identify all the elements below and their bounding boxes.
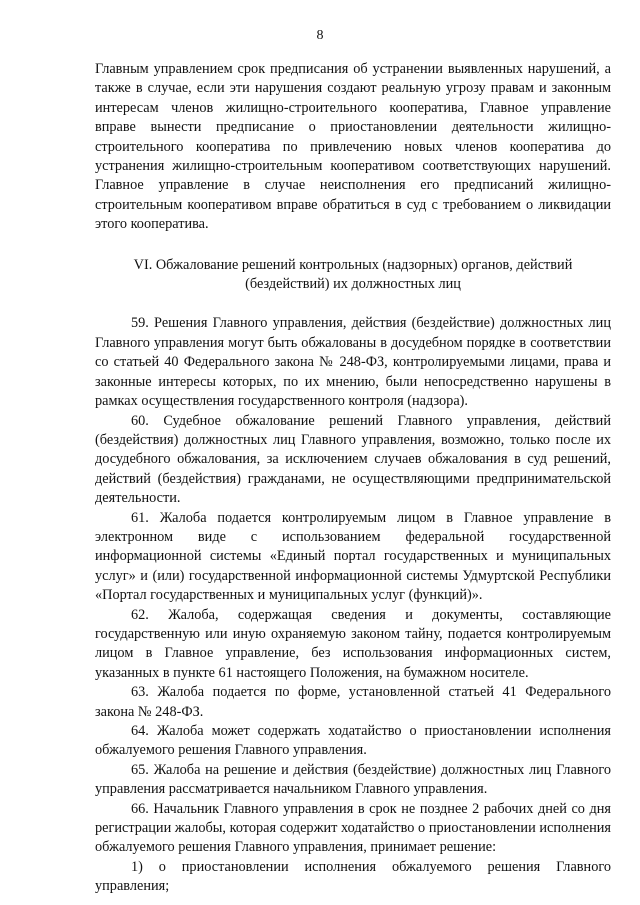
paragraph-60: 60. Судебное обжалование решений Главного управления, действий (бездействия) должностных лиц Главного управления, возможно, только после их досудебного обжалования, за исключением случаев обжалования в суд решений, действий (бездействия) гражданами, не осуществляющими предпринимательской деятельности. — [95, 412, 611, 507]
paragraph-65: 65. Жалоба на решение и действия (бездействие) должностных лиц Главного управления рассматривается начальником Главного управления. — [95, 761, 611, 798]
paragraph-62: 62. Жалоба, содержащая сведения и документы, составляющие государственную или иную охраняемую законом тайну, подается контролируемым лицом в Главное управление, без использования информационных систем, указанных в пункте 61 настоящего Положения, на бумажном носителе. — [95, 606, 611, 681]
paragraph-63: 63. Жалоба подается по форме, установленной статьей 41 Федерального закона № 248-ФЗ. — [95, 684, 611, 720]
paragraph-66-item-1: 1) о приостановлении исполнения обжалуемого решения Главного управления; — [95, 858, 611, 895]
intro-paragraph: Главным управлением срок предписания об устранении выявленных нарушений, а также в случае, если эти нарушения создают реальную угрозу правам и законным интересам членов жилищно-строительного кооператива, Главное управление вправе вынести предписание о приостановлении деятельности жилищно-строительного кооператива по привлечению новых членов кооператива до устранения жилищно-строительным кооперативом соответствующих нарушений. Главное управление в случае неисполнения его предписаний жилищно-строительным кооперативом вправе обратиться в суд с требованием о ликвидации этого кооператива. — [95, 61, 611, 233]
paragraph-59: 59. Решения Главного управления, действия (бездействие) должностных лиц Главного управления могут быть обжалованы в досудебном порядке в соответствии со статьей 40 Федерального закона № 248-ФЗ, контролируемыми лицами, права и законные интересы которых, по их мнению, были непосредственно нарушены в рамках осуществления государственного контроля (надзора). — [95, 315, 611, 410]
document-body — [95, 60, 611, 897]
paragraph-61: 61. Жалоба подается контролируемым лицом в Главное управление в электронном виде с использованием федеральной государственной информационной системы «Единый портал государственных и муниципальных услуг» и (или) государственной информационной системы Удмуртской Республики «Портал государственных и муниципальных услуг (функций)». — [95, 509, 611, 604]
paragraph-64: 64. Жалоба может содержать ходатайство о приостановлении исполнения обжалуемого решения Главного управления. — [95, 723, 611, 759]
paragraph-66: 66. Начальник Главного управления в срок не позднее 2 рабочих дней со дня регистрации жалобы, которая содержит ходатайство о приостановлении исполнения обжалуемого решения Главного управления, принимает решение: — [95, 800, 611, 856]
section-heading: VI. Обжалование решений контрольных (надзорных) органов, действий (бездействий) их должностных лиц — [133, 256, 573, 293]
page-number: 8 — [316, 28, 324, 43]
